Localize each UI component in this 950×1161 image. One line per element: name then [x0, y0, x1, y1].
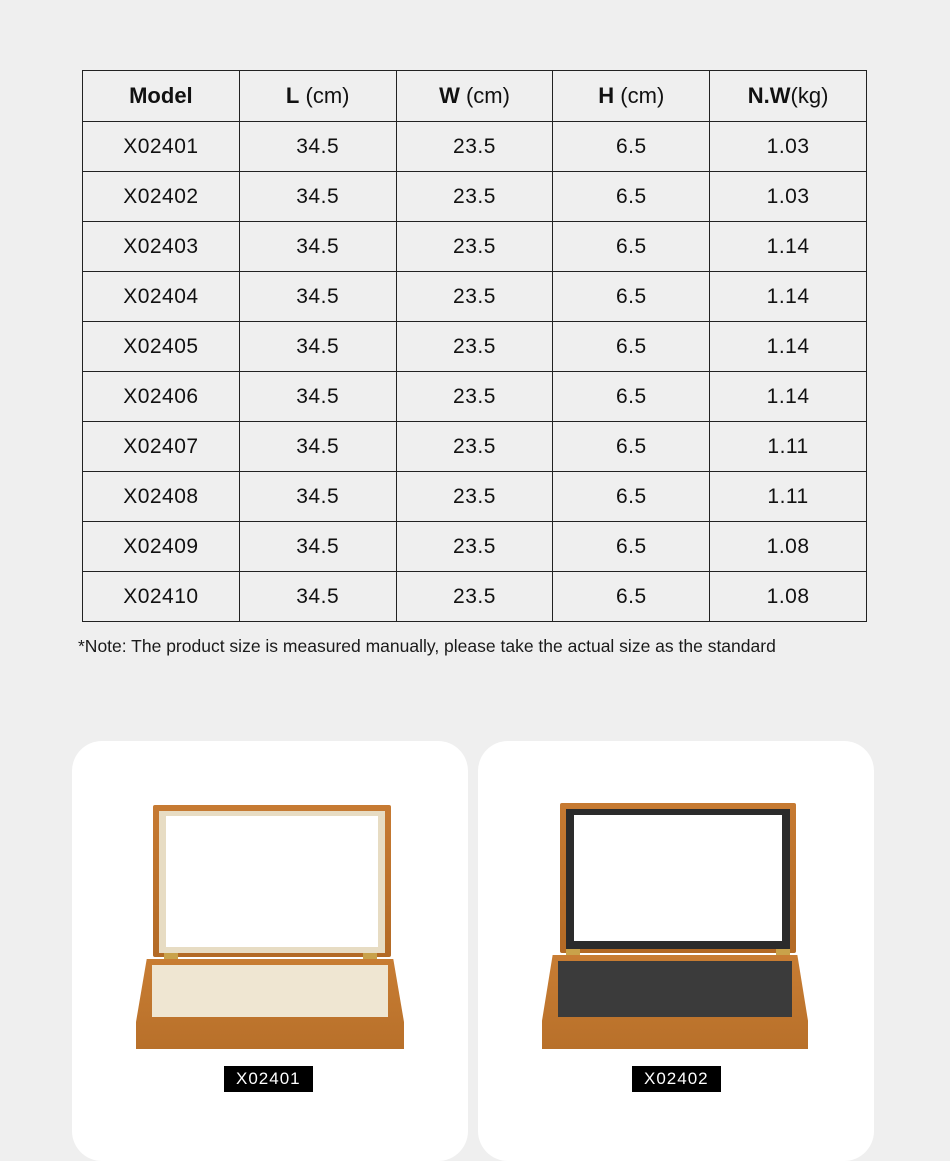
table-row — [83, 322, 867, 372]
cell-model: X02405 — [83, 322, 240, 372]
product-card-2 — [478, 741, 874, 1161]
cell-length: 34.5 — [239, 472, 396, 522]
cell-net-weight: 1.14 — [710, 322, 867, 372]
cell-width: 23.5 — [396, 272, 553, 322]
table-header-row — [83, 71, 867, 122]
cell-height: 6.5 — [553, 572, 710, 622]
cell-length: 34.5 — [239, 422, 396, 472]
cell-length: 34.5 — [239, 522, 396, 572]
cell-height: 6.5 — [553, 272, 710, 322]
cell-width: 23.5 — [396, 372, 553, 422]
cell-net-weight: 1.14 — [710, 222, 867, 272]
product-card-1 — [72, 741, 468, 1161]
cell-length: 34.5 — [239, 322, 396, 372]
jewelry-box-image-2 — [542, 803, 808, 1049]
cell-net-weight: 1.03 — [710, 172, 867, 222]
cell-height: 6.5 — [553, 372, 710, 422]
cell-net-weight: 1.11 — [710, 422, 867, 472]
cell-model: X02407 — [83, 422, 240, 472]
table-row — [83, 472, 867, 522]
cell-model: X02408 — [83, 472, 240, 522]
table-row — [83, 522, 867, 572]
cell-length: 34.5 — [239, 172, 396, 222]
box-base — [136, 959, 404, 1049]
cell-length: 34.5 — [239, 272, 396, 322]
cell-height: 6.5 — [553, 122, 710, 172]
cell-height: 6.5 — [553, 322, 710, 372]
header-model: Model — [83, 71, 240, 122]
cell-length: 34.5 — [239, 122, 396, 172]
cell-length: 34.5 — [239, 372, 396, 422]
cell-model: X02409 — [83, 522, 240, 572]
product-label-1: X02401 — [224, 1066, 313, 1092]
cell-net-weight: 1.03 — [710, 122, 867, 172]
table-row — [83, 572, 867, 622]
cell-width: 23.5 — [396, 472, 553, 522]
cell-net-weight: 1.11 — [710, 472, 867, 522]
cell-length: 34.5 — [239, 572, 396, 622]
lid-glass — [166, 816, 378, 947]
box-interior — [152, 965, 388, 1017]
box-base — [542, 955, 808, 1049]
product-label-2: X02402 — [632, 1066, 721, 1092]
header-length: L (cm) — [239, 71, 396, 122]
cell-length: 34.5 — [239, 222, 396, 272]
cell-width: 23.5 — [396, 222, 553, 272]
cell-height: 6.5 — [553, 422, 710, 472]
header-height: H (cm) — [553, 71, 710, 122]
table-body — [83, 122, 867, 622]
jewelry-box-image-1 — [136, 805, 404, 1049]
cell-net-weight: 1.08 — [710, 522, 867, 572]
lid-glass — [574, 815, 782, 941]
cell-model: X02410 — [83, 572, 240, 622]
table-row — [83, 122, 867, 172]
header-width: W (cm) — [396, 71, 553, 122]
box-interior — [558, 961, 792, 1017]
cell-width: 23.5 — [396, 572, 553, 622]
table-row — [83, 172, 867, 222]
cell-height: 6.5 — [553, 472, 710, 522]
table-row — [83, 372, 867, 422]
cell-model: X02403 — [83, 222, 240, 272]
header-net-weight: N.W(kg) — [710, 71, 867, 122]
cell-net-weight: 1.14 — [710, 272, 867, 322]
box-lid — [560, 803, 796, 953]
cell-height: 6.5 — [553, 522, 710, 572]
cell-net-weight: 1.14 — [710, 372, 867, 422]
cell-model: X02404 — [83, 272, 240, 322]
spec-table — [82, 70, 867, 622]
cell-model: X02401 — [83, 122, 240, 172]
table-row — [83, 272, 867, 322]
cell-width: 23.5 — [396, 522, 553, 572]
box-lid — [153, 805, 391, 957]
cell-width: 23.5 — [396, 122, 553, 172]
table-row — [83, 222, 867, 272]
cell-width: 23.5 — [396, 422, 553, 472]
cell-height: 6.5 — [553, 172, 710, 222]
cell-model: X02406 — [83, 372, 240, 422]
cell-height: 6.5 — [553, 222, 710, 272]
table-row — [83, 422, 867, 472]
cell-width: 23.5 — [396, 322, 553, 372]
cell-model: X02402 — [83, 172, 240, 222]
cell-width: 23.5 — [396, 172, 553, 222]
cell-net-weight: 1.08 — [710, 572, 867, 622]
size-note: *Note: The product size is measured manually, please take the actual size as the standard — [78, 636, 776, 656]
